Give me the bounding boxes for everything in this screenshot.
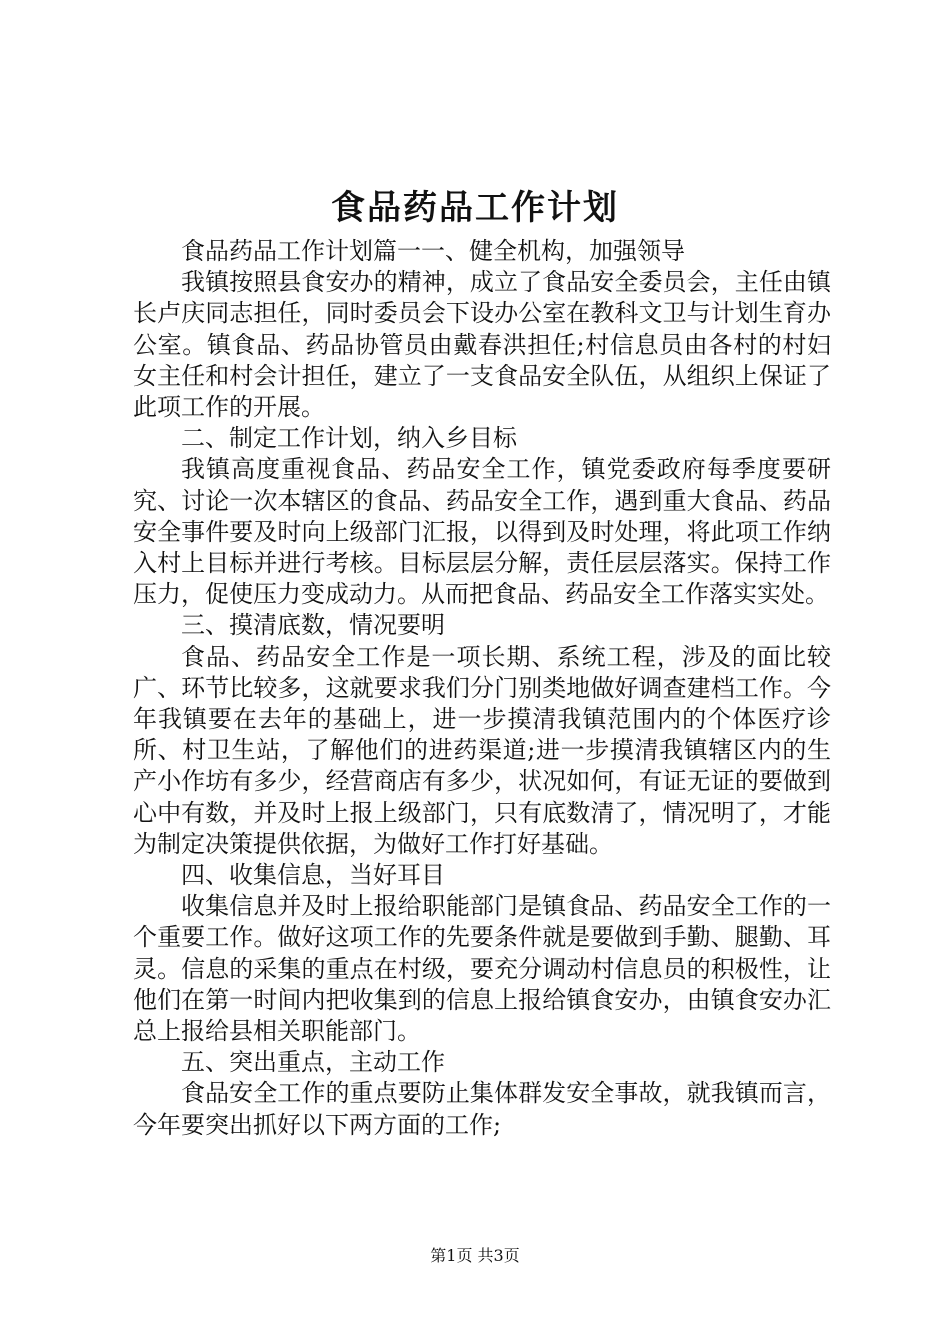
paragraph: 我镇按照县食安办的精神，成立了食品安全委员会，主任由镇长卢庆同志担任，同时委员会下设办公室在教科文卫与计划生育办公室。镇食品、药品协管员由戴春洪担任;村信息员由各村的村妇女主任和村会计担任，建立了一支食品安全队伍，从组织上保证了此项工作的开展。 [133,268,831,422]
paragraph: 收集信息并及时上报给职能部门是镇食品、药品安全工作的一个重要工作。做好这项工作的先要条件就是要做到手勤、腿勤、耳灵。信息的采集的重点在村级，要充分调动村信息员的积极性，让他们在第一时间内把收集到的信息上报给镇食安办，由镇食安办汇总上报给县相关职能部门。 [133,892,831,1046]
document-title: 食品药品工作计划 [331,188,619,228]
section-heading: 二、制定工作计划，纳入乡目标 [181,424,517,453]
page-number: 第1页 共3页 [430,1246,520,1265]
paragraph: 食品、药品安全工作是一项长期、系统工程，涉及的面比较广、环节比较多，这就要求我们分门别类地做好调查建档工作。今年我镇要在去年的基础上，进一步摸清我镇范围内的个体医疗诊所、村卫生站，了解他们的进药渠道;进一步摸清我镇辖区内的生产小作坊有多少，经营商店有多少，状况如何，有证无证的要做到心中有数，并及时上报上级部门，只有底数清了，情况明了，才能为制定决策提供依据，为做好工作打好基础。 [133,642,831,858]
document-body [133,236,831,1141]
paragraph: 食品药品工作计划篇一一、健全机构，加强领导 [181,237,685,265]
section-heading: 三、摸清底数，情况要明 [181,611,445,640]
paragraph: 食品安全工作的重点要防止集体群发安全事故，就我镇而言，今年要突出抓好以下两方面的工作; [133,1079,831,1139]
section-heading: 五、突出重点，主动工作 [181,1048,445,1077]
paragraph: 我镇高度重视食品、药品安全工作，镇党委政府每季度要研究、讨论一次本辖区的食品、药品安全工作，遇到重大食品、药品安全事件要及时向上级部门汇报，以得到及时处理，将此项工作纳入村上目标并进行考核。目标层层分解，责任层层落实。保持工作压力，促使压力变成动力。从而把食品、药品安全工作落实实处。 [133,455,831,609]
section-heading: 四、收集信息，当好耳目 [181,861,445,890]
